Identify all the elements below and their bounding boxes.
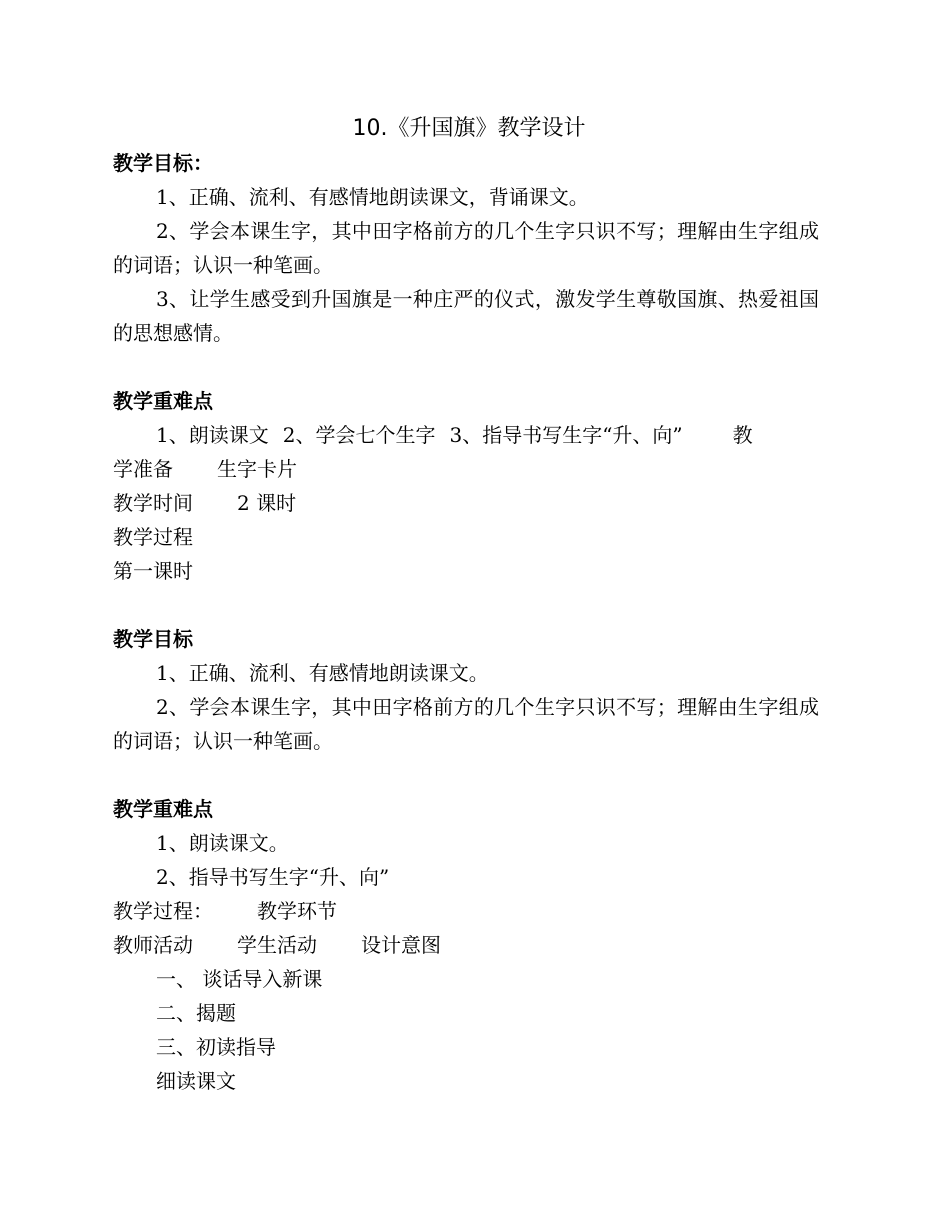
key-point-item: 2、指导书写生字“升、向” <box>156 865 390 889</box>
step-item: 二、揭题 <box>156 1001 236 1025</box>
objective-item: 1、正确、流利、有感情地朗读课文。 <box>156 661 489 685</box>
prep-label-start: 教 <box>732 423 753 447</box>
spacer <box>113 350 819 384</box>
key-point-2: 2、学会七个生字 <box>282 423 436 447</box>
lesson-label: 第一课时 <box>113 559 193 583</box>
activity-columns-line <box>113 928 819 962</box>
prep-line <box>113 452 819 486</box>
time-line <box>113 486 819 520</box>
time-value: 2 课时 <box>237 491 297 515</box>
objective-item: 1、正确、流利、有感情地朗读课文，背诵课文。 <box>156 185 589 209</box>
student-activity-header: 学生活动 <box>237 933 317 957</box>
design-intent-header: 设计意图 <box>361 933 441 957</box>
section-heading-objectives-2: 教学目标 <box>113 627 193 651</box>
objective-item: 3、让学生感受到升国旗是一种庄严的仪式，激发学生尊敬国旗、热爱祖国的思想感情。 <box>113 287 819 345</box>
process-label: 教学过程 <box>113 525 193 549</box>
spacer <box>113 758 819 792</box>
process-column-header: 教学环节 <box>257 899 337 923</box>
step-item: 三、初读指导 <box>156 1035 276 1059</box>
key-points-line <box>113 418 819 452</box>
objective-item: 2、学会本课生字，其中田字格前方的几个生字只识不写；理解由生字组成的词语；认识一种笔画。 <box>113 695 819 753</box>
key-point-item: 1、朗读课文。 <box>156 831 289 855</box>
document-body <box>113 112 819 1098</box>
step-item: 细读课文 <box>156 1069 236 1093</box>
step-item: 一、 谈话导入新课 <box>156 967 323 991</box>
document-title: 10.《升国旗》教学设计 <box>352 116 586 141</box>
teacher-activity-header: 教师活动 <box>113 933 193 957</box>
section-heading-objectives: 教学目标： <box>113 151 213 175</box>
key-point-1: 1、朗读课文 <box>156 423 269 447</box>
objective-item: 2、学会本课生字，其中田字格前方的几个生字只识不写；理解由生字组成的词语；认识一种笔画。 <box>113 219 819 277</box>
process-header-line <box>113 894 819 928</box>
prep-label-end: 学准备 <box>113 457 173 481</box>
process-label-2: 教学过程： <box>113 899 213 923</box>
spacer <box>113 588 819 622</box>
section-heading-key-points-2: 教学重难点 <box>113 797 213 821</box>
key-point-3: 3、指导书写生字“升、向” <box>449 423 683 447</box>
prep-value: 生字卡片 <box>217 457 297 481</box>
section-heading-key-points: 教学重难点 <box>113 389 213 413</box>
time-label: 教学时间 <box>113 491 193 515</box>
